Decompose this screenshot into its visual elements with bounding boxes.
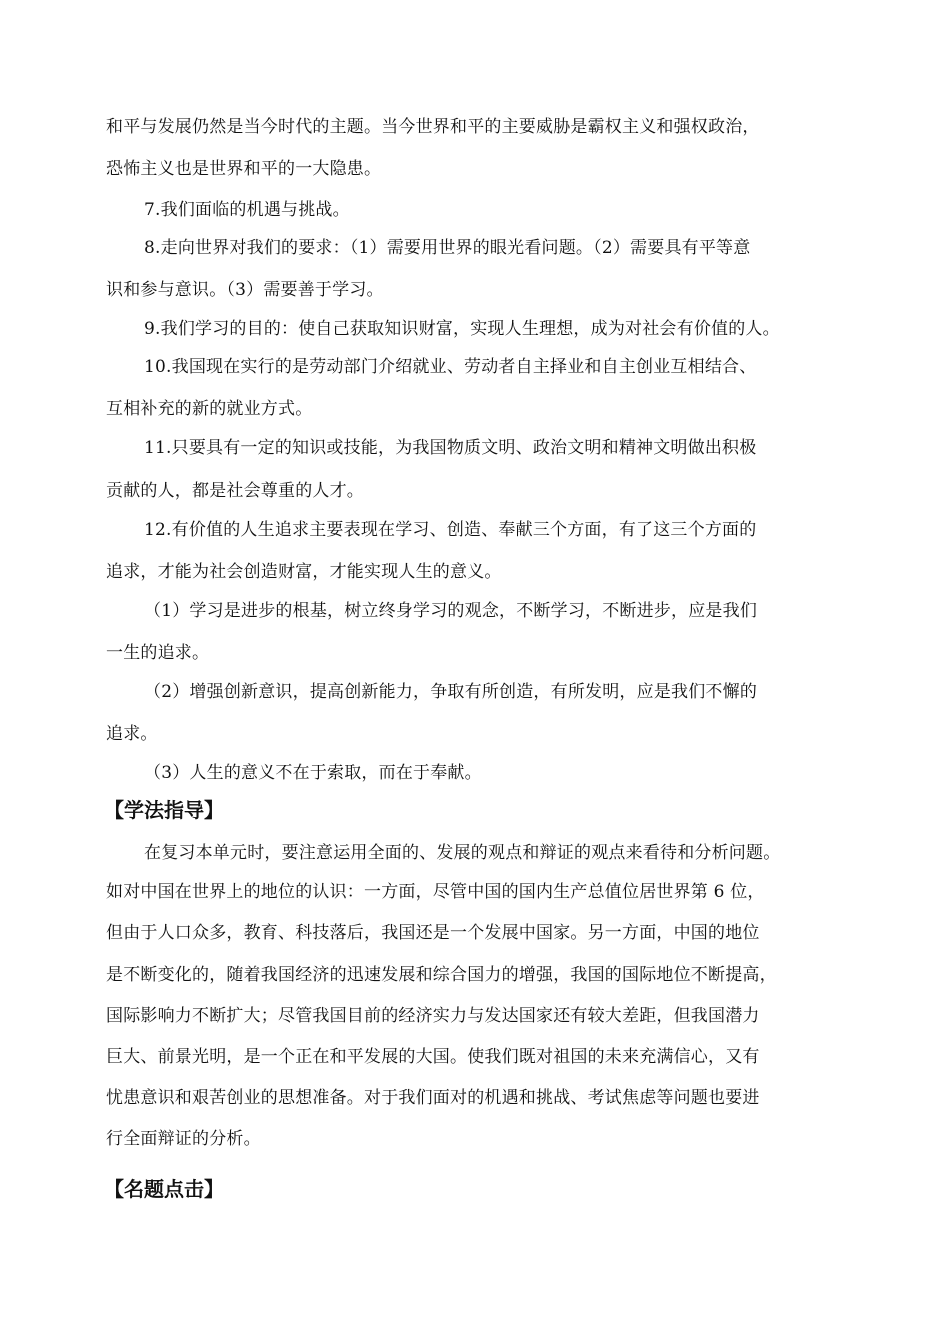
text-line: 追求，才能为社会创造财富，才能实现人生的意义。 — [106, 562, 502, 582]
paragraph-line: 忧患意识和艰苦创业的思想准备。对于我们面对的机遇和挑战、考试焦虑等问题也要进 — [106, 1088, 760, 1108]
text-line: 识和参与意识。（3）需要善于学习。 — [106, 280, 384, 300]
list-item: 11.只要具有一定的知识或技能，为我国物质文明、政治文明和精神文明做出积极 — [144, 438, 757, 458]
list-item: 10.我国现在实行的是劳动部门介绍就业、劳动者自主择业和自主创业互相结合、 — [144, 357, 757, 377]
text-line: 贡献的人，都是社会尊重的人才。 — [106, 481, 364, 501]
text-line: 互相补充的新的就业方式。 — [106, 399, 313, 419]
list-item: （1）学习是进步的根基，树立终身学习的观念，不断学习，不断进步，应是我们 — [144, 601, 758, 621]
text-line: 追求。 — [106, 724, 158, 744]
paragraph-line: 是不断变化的，随着我国经济的迅速发展和综合国力的增强，我国的国际地位不断提高， — [106, 965, 777, 985]
paragraph-line: 如对中国在世界上的地位的认识：一方面，尽管中国的国内生产总值位居世界第 6 位， — [106, 882, 765, 902]
paragraph-line: 在复习本单元时，要注意运用全面的、发展的观点和辩证的观点来看待和分析问题。 — [144, 843, 781, 863]
section-heading-study-guide: 【学法指导】 — [104, 798, 224, 822]
text-line: 一生的追求。 — [106, 643, 210, 663]
list-item: 8.走向世界对我们的要求：（1）需要用世界的眼光看问题。（2）需要具有平等意 — [144, 238, 751, 258]
paragraph-line: 行全面辩证的分析。 — [106, 1129, 261, 1149]
list-item: （2）增强创新意识，提高创新能力，争取有所创造，有所发明，应是我们不懈的 — [144, 682, 758, 702]
list-item: 12.有价值的人生追求主要表现在学习、创造、奉献三个方面，有了这三个方面的 — [144, 520, 757, 540]
text-line: 和平与发展仍然是当今时代的主题。当今世界和平的主要威胁是霸权主义和强权政治， — [106, 117, 760, 137]
paragraph-line: 巨大、前景光明，是一个正在和平发展的大国。使我们既对祖国的未来充满信心，又有 — [106, 1047, 760, 1067]
list-item: （3）人生的意义不在于索取，而在于奉献。 — [144, 763, 482, 783]
paragraph-line: 国际影响力不断扩大；尽管我国目前的经济实力与发达国家还有较大差距，但我国潜力 — [106, 1006, 760, 1026]
paragraph-line: 但由于人口众多，教育、科技落后，我国还是一个发展中国家。另一方面，中国的地位 — [106, 923, 760, 943]
text-line: 恐怖主义也是世界和平的一大隐患。 — [106, 159, 382, 179]
list-item: 7.我们面临的机遇与挑战。 — [144, 200, 350, 220]
section-heading-famous-questions: 【名题点击】 — [104, 1177, 224, 1201]
list-item: 9.我们学习的目的：使自己获取知识财富，实现人生理想，成为对社会有价值的人。 — [144, 319, 780, 339]
